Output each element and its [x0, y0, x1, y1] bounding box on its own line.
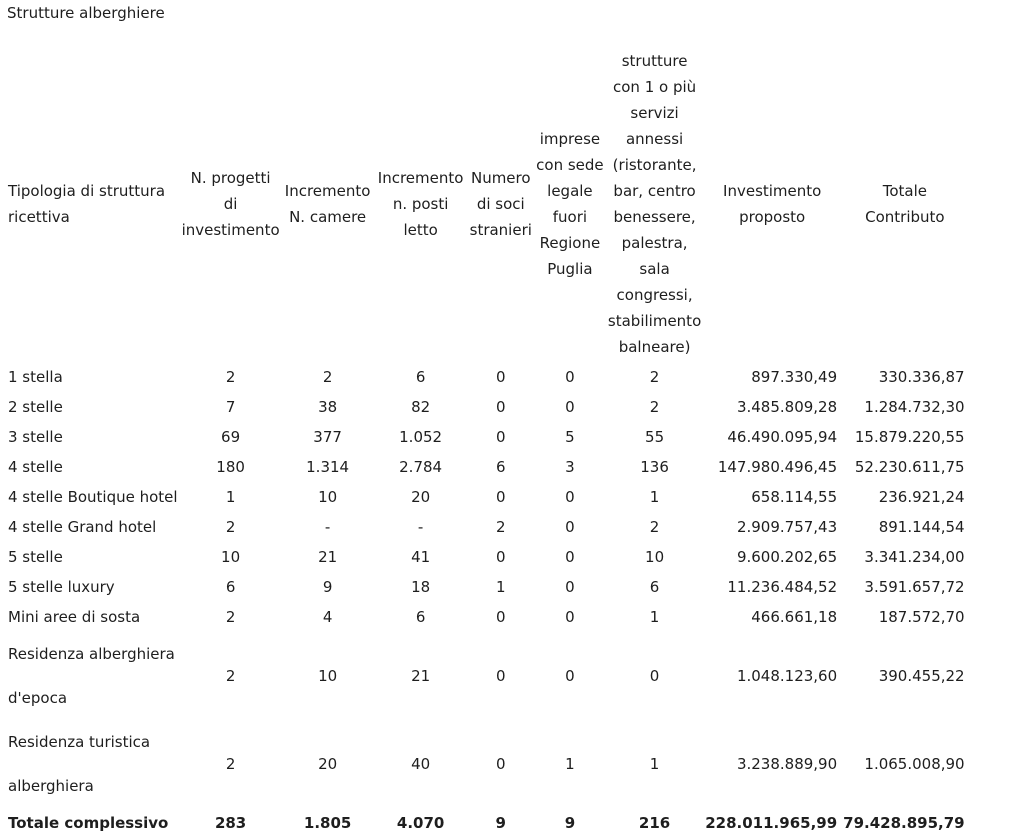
- table-cell: 466.661,18: [751, 608, 838, 626]
- table-row: [4, 512, 969, 542]
- table-cell: 897.330,49: [751, 368, 838, 386]
- total-cell: 79.428.895,79: [843, 814, 965, 832]
- table-cell: 0: [565, 608, 575, 626]
- table-cell: 3.341.234,00: [864, 548, 965, 566]
- table-row: [4, 452, 969, 482]
- row-label: 2 stelle: [8, 398, 63, 416]
- table-cell: 147.980.496,45: [717, 458, 838, 476]
- header-row: [4, 46, 969, 362]
- row-label: 4 stelle Grand hotel: [8, 518, 157, 536]
- table-cell: 41: [411, 548, 431, 566]
- table-cell: 0: [496, 368, 506, 386]
- table-cell: 0: [496, 667, 506, 685]
- table-cell: 10: [645, 548, 665, 566]
- table-cell: 236.921,24: [878, 488, 965, 506]
- column-header: strutture con 1 o più servizi annessi (ristorante, bar, centro benessere, palestra, sala congressi, stabilimento balneare): [607, 52, 702, 356]
- table-cell: 6: [649, 578, 660, 596]
- table-row: [4, 542, 969, 572]
- table-cell: 2: [225, 518, 236, 536]
- table-cell: 891.144,54: [878, 518, 965, 536]
- total-cell: 9: [495, 814, 506, 832]
- row-label: 3 stelle: [8, 428, 63, 446]
- table-cell: 3: [565, 458, 575, 476]
- total-cell: 228.011.965,99: [705, 814, 838, 832]
- table-cell: 40: [411, 755, 431, 773]
- table-cell: 1: [565, 755, 575, 773]
- row-label: 4 stelle: [8, 458, 63, 476]
- table-cell: 1: [649, 755, 660, 773]
- total-cell: 4.070: [396, 814, 445, 832]
- table-cell: 10: [318, 488, 338, 506]
- table-row: [4, 572, 969, 602]
- table-cell: 46.490.095,94: [727, 428, 838, 446]
- column-header: Numero di soci stranieri: [469, 169, 532, 239]
- table-cell: 1.314: [306, 458, 350, 476]
- table-header: [4, 46, 969, 362]
- total-cell: 9: [564, 814, 576, 832]
- table-cell: -: [417, 518, 424, 536]
- row-label: Mini aree di sosta: [8, 608, 141, 626]
- table-cell: 0: [649, 667, 660, 685]
- table-body: [4, 362, 969, 838]
- row-label: 5 stelle luxury: [8, 578, 115, 596]
- table-cell: 2: [225, 667, 236, 685]
- table-cell: 3.485.809,28: [736, 398, 838, 416]
- table-cell: 0: [565, 667, 575, 685]
- table-cell: 390.455,22: [878, 667, 965, 685]
- table-cell: 2.784: [399, 458, 443, 476]
- table-cell: 0: [565, 548, 575, 566]
- table-row: [4, 720, 969, 808]
- column-header: imprese con sede legale fuori Regione Puglia: [536, 130, 604, 278]
- table-cell: 4: [322, 608, 333, 626]
- table-cell: 330.336,87: [878, 368, 965, 386]
- column-header: Investimento proposto: [723, 182, 822, 226]
- table-cell: 6: [415, 608, 426, 626]
- table-cell: 3.591.657,72: [864, 578, 965, 596]
- table-cell: 0: [496, 398, 506, 416]
- table-cell: 38: [318, 398, 338, 416]
- table-row: [4, 632, 969, 720]
- table-cell: 15.879.220,55: [854, 428, 965, 446]
- table-cell: 2: [225, 368, 236, 386]
- table-cell: 0: [496, 548, 506, 566]
- table-cell: 20: [318, 755, 338, 773]
- table-cell: 69: [221, 428, 241, 446]
- table-cell: 9.600.202,65: [736, 548, 838, 566]
- table-cell: 0: [565, 578, 575, 596]
- table-cell: 5: [565, 428, 575, 446]
- table-cell: 0: [496, 488, 506, 506]
- table-cell: 52.230.611,75: [854, 458, 965, 476]
- data-table: [4, 46, 969, 838]
- table-cell: 0: [496, 755, 506, 773]
- table-cell: 10: [318, 667, 338, 685]
- row-label: Residenza turistica alberghiera: [8, 733, 151, 795]
- table-row: [4, 422, 969, 452]
- table-row: [4, 362, 969, 392]
- table-cell: 7: [225, 398, 236, 416]
- table-cell: 2: [496, 518, 506, 536]
- table-cell: 9: [322, 578, 333, 596]
- table-cell: 6: [496, 458, 506, 476]
- table-cell: 2: [649, 398, 660, 416]
- table-cell: 1.284.732,30: [864, 398, 965, 416]
- table-cell: 1.065.008,90: [864, 755, 965, 773]
- table-cell: 0: [565, 518, 575, 536]
- table-cell: 2: [322, 368, 333, 386]
- column-header: Totale Contributo: [865, 182, 945, 226]
- table-cell: 2.909.757,43: [736, 518, 838, 536]
- row-label: 1 stella: [8, 368, 63, 386]
- table-cell: -: [324, 518, 331, 536]
- table-cell: 187.572,70: [878, 608, 965, 626]
- total-cell: 283: [214, 814, 247, 832]
- table-cell: 0: [565, 398, 575, 416]
- table-row: [4, 602, 969, 632]
- table-cell: 1: [225, 488, 236, 506]
- column-header: Incremento N. camere: [284, 182, 371, 226]
- table-cell: 1: [649, 488, 660, 506]
- table-cell: 18: [411, 578, 431, 596]
- table-cell: 2: [225, 608, 236, 626]
- table-cell: 1.052: [399, 428, 443, 446]
- page-title: Strutture alberghiere: [7, 4, 165, 22]
- table-cell: 2: [225, 755, 236, 773]
- table-row: [4, 392, 969, 422]
- row-label: 5 stelle: [8, 548, 63, 566]
- table-cell: 6: [415, 368, 426, 386]
- table-cell: 2: [649, 368, 660, 386]
- table-cell: 3.238.889,90: [736, 755, 838, 773]
- table-cell: 2: [649, 518, 660, 536]
- table-cell: 1: [649, 608, 660, 626]
- column-header: Incremento n. posti letto: [377, 169, 464, 239]
- total-cell: 1.805: [303, 814, 352, 832]
- table-cell: 20: [411, 488, 431, 506]
- total-label: Totale complessivo: [8, 814, 169, 832]
- table-cell: 0: [496, 608, 506, 626]
- table-cell: 1: [496, 578, 506, 596]
- row-label: Residenza alberghiera d'epoca: [8, 645, 175, 707]
- total-row: [4, 808, 969, 838]
- table-cell: 55: [645, 428, 665, 446]
- table-cell: 11.236.484,52: [727, 578, 838, 596]
- table-cell: 21: [318, 548, 338, 566]
- table-cell: 658.114,55: [751, 488, 838, 506]
- table-cell: 0: [496, 428, 506, 446]
- table-cell: 82: [411, 398, 431, 416]
- table-cell: 1.048.123,60: [736, 667, 838, 685]
- table-cell: 21: [411, 667, 431, 685]
- table-cell: 6: [225, 578, 236, 596]
- row-label: 4 stelle Boutique hotel: [8, 488, 178, 506]
- table-cell: 377: [313, 428, 342, 446]
- table-cell: 0: [565, 368, 575, 386]
- table-cell: 0: [565, 488, 575, 506]
- table-cell: 180: [216, 458, 245, 476]
- total-cell: 216: [638, 814, 671, 832]
- table-row: [4, 482, 969, 512]
- column-header: Tipologia di struttura ricettiva: [8, 182, 166, 226]
- column-header: N. progetti di investimento: [181, 169, 280, 239]
- table-cell: 136: [640, 458, 669, 476]
- table-cell: 10: [221, 548, 241, 566]
